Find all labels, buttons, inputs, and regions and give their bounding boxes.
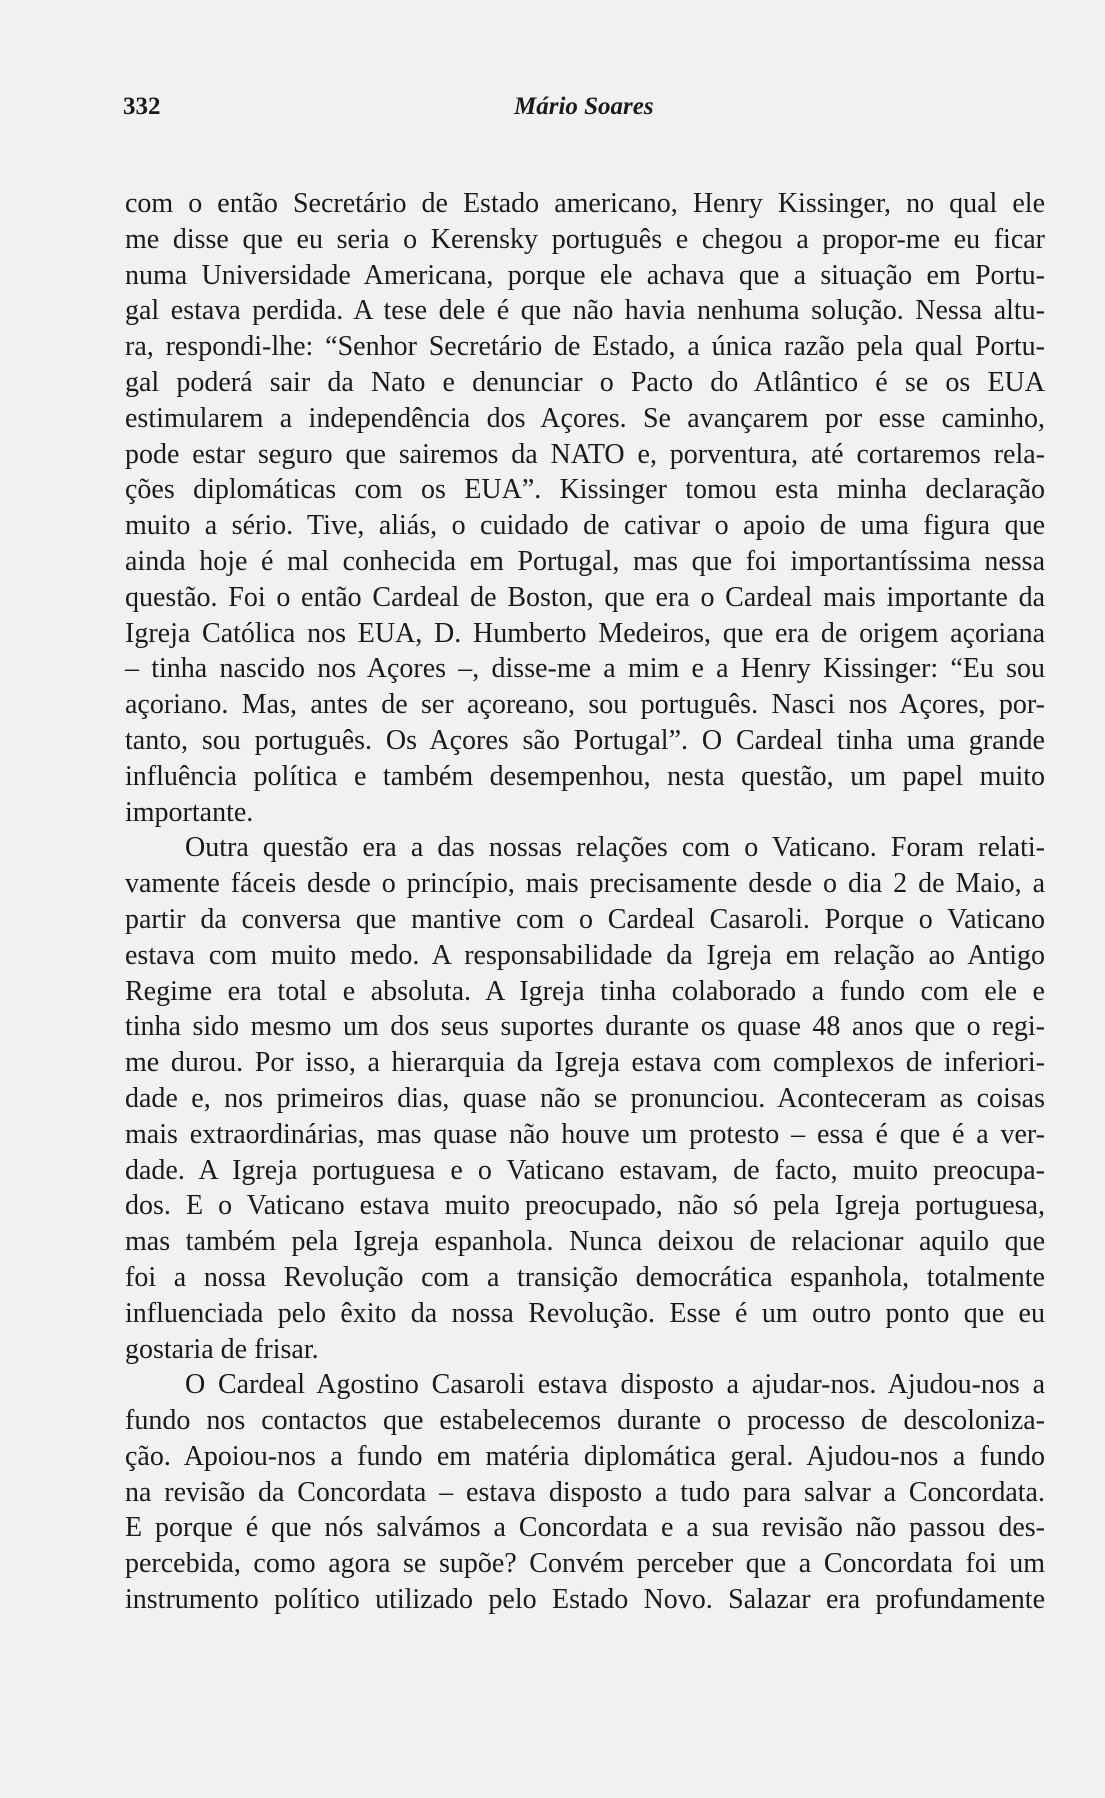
- text-line: partir da conversa que mantive com o Cardeal Casaroli. Porque o Vaticano: [125, 903, 1045, 935]
- text-line: ra, respondi-lhe: “Senhor Secretário de Estado, a única razão pela qual Portu-: [125, 331, 1045, 363]
- text-line: Regime era total e absoluta. A Igreja tinha colaborado a fundo com ele e: [125, 975, 1045, 1007]
- text-line: ainda hoje é mal conhecida em Portugal, mas que foi importantíssima nessa: [125, 545, 1045, 577]
- text-line: com o então Secretário de Estado americano, Henry Kissinger, no qual ele: [125, 188, 1045, 219]
- text-line: importante.: [125, 796, 254, 828]
- text-line: gal estava perdida. A tese dele é que não havia nenhuma solução. Nessa altu-: [125, 295, 1045, 327]
- text-line: instrumento político utilizado pelo Estado Novo. Salazar era profundamente: [125, 1584, 1045, 1616]
- text-line: ção. Apoiou-nos a fundo em matéria diplomática geral. Ajudou-nos a fundo: [125, 1440, 1045, 1472]
- text-line: fundo nos contactos que estabelecemos durante o processo de descoloniza-: [125, 1405, 1045, 1437]
- text-line: questão. Foi o então Cardeal de Boston, que era o Cardeal mais importante da: [125, 581, 1045, 613]
- text-line: na revisão da Concordata – estava disposto a tudo para salvar a Concordata.: [125, 1476, 1045, 1508]
- text-line: vamente fáceis desde o princípio, mais precisamente desde o dia 2 de Maio, a: [125, 868, 1045, 900]
- page-number: 332: [123, 93, 161, 120]
- text-line: Igreja Católica nos EUA, D. Humberto Medeiros, que era de origem açoriana: [125, 617, 1045, 649]
- text-line: E porque é que nós salvámos a Concordata e a sua revisão não passou des-: [125, 1512, 1045, 1544]
- text-line: influência política e também desempenhou, nesta questão, um papel muito: [125, 760, 1045, 792]
- text-line: açoriano. Mas, antes de ser açoreano, sou português. Nasci nos Açores, por-: [125, 689, 1045, 721]
- text-line: me durou. Por isso, a hierarquia da Igreja estava com complexos de inferiori-: [125, 1047, 1045, 1079]
- text-line: O Cardeal Agostino Casaroli estava disposto a ajudar-nos. Ajudou-nos a: [185, 1369, 1045, 1401]
- text-line: dade. A Igreja portuguesa e o Vaticano estavam, de facto, muito preocupa-: [125, 1154, 1045, 1186]
- text-line: tanto, sou português. Os Açores são Portugal”. O Cardeal tinha uma grande: [125, 724, 1045, 756]
- running-head-author: Mário Soares: [514, 93, 654, 120]
- text-line: mas também pela Igreja espanhola. Nunca deixou de relacionar aquilo que: [125, 1226, 1045, 1258]
- text-line: mais extraordinárias, mas quase não houve um protesto – essa é que é a ver-: [125, 1118, 1045, 1150]
- text-line: foi a nossa Revolução com a transição democrática espanhola, totalmente: [125, 1261, 1045, 1293]
- text-line: dos. E o Vaticano estava muito preocupado, não só pela Igreja portuguesa,: [125, 1190, 1045, 1222]
- text-line: influenciada pelo êxito da nossa Revolução. Esse é um outro ponto que eu: [125, 1297, 1045, 1329]
- text-line: tinha sido mesmo um dos seus suportes durante os quase 48 anos que o regi-: [125, 1011, 1045, 1043]
- text-line: gal poderá sair da Nato e denunciar o Pacto do Atlântico é se os EUA: [125, 366, 1045, 398]
- text-line: percebida, como agora se supõe? Convém perceber que a Concordata foi um: [125, 1548, 1045, 1580]
- body-text: [125, 186, 1045, 1618]
- text-line: – tinha nascido nos Açores –, disse-me a mim e a Henry Kissinger: “Eu sou: [125, 653, 1045, 685]
- text-line: muito a sério. Tive, aliás, o cuidado de cativar o apoio de uma figura que: [125, 510, 1045, 542]
- text-line: estimularem a independência dos Açores. Se avançarem por esse caminho,: [125, 402, 1045, 434]
- text-line: estava com muito medo. A responsabilidade da Igreja em relação ao Antigo: [125, 939, 1045, 971]
- text-line: Outra questão era a das nossas relações com o Vaticano. Foram relati-: [185, 832, 1045, 864]
- text-line: ções diplomáticas com os EUA”. Kissinger tomou esta minha declaração: [125, 474, 1045, 506]
- text-line: pode estar seguro que sairemos da NATO e, porventura, até cortaremos rela-: [125, 438, 1045, 470]
- text-line: gostaria de frisar.: [125, 1333, 319, 1365]
- text-line: dade e, nos primeiros dias, quase não se pronunciou. Aconteceram as coisas: [125, 1082, 1045, 1114]
- text-line: numa Universidade Americana, porque ele achava que a situação em Portu-: [125, 259, 1045, 291]
- text-line: me disse que eu seria o Kerensky português e chegou a propor-me eu ficar: [125, 223, 1045, 255]
